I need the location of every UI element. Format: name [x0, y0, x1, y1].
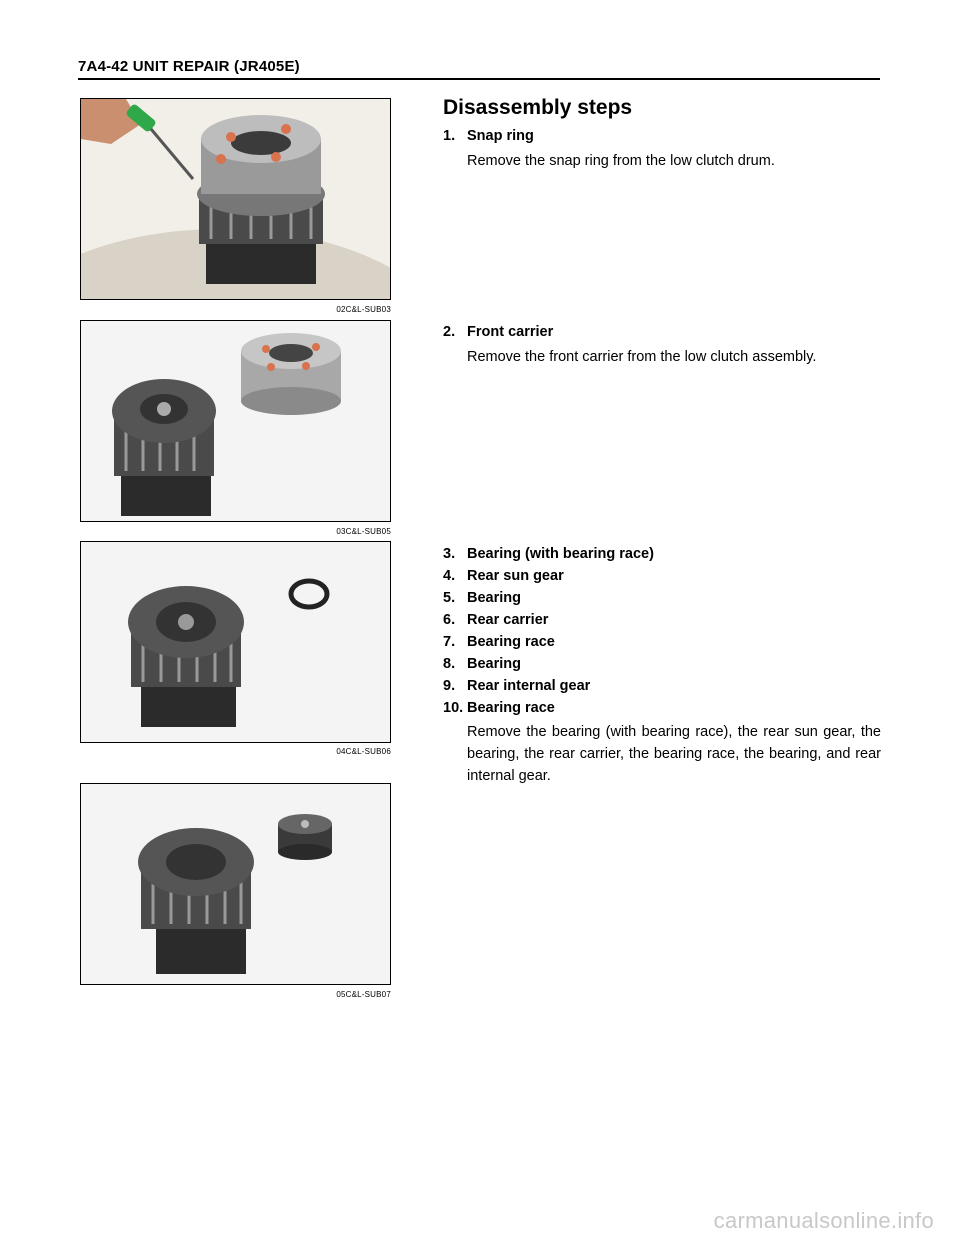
step-number: 7.: [443, 634, 456, 650]
step-item: [443, 656, 521, 672]
step-number: 1.: [443, 128, 456, 144]
step-number: 3.: [443, 546, 456, 562]
step-label: Bearing (with bearing race): [467, 546, 654, 562]
section-title: Disassembly steps: [443, 96, 633, 119]
step-item: [443, 568, 564, 584]
step-item: [443, 678, 590, 694]
step-label: Bearing race: [467, 634, 555, 650]
step-description: Remove the front carrier from the low clutch assembly.: [467, 349, 817, 365]
photo-rear-internal-gear-removal: [80, 783, 391, 985]
photo-bearing-removal: [80, 541, 391, 743]
figure-caption: 05C&L-SUB07: [336, 990, 391, 999]
step-label: Bearing: [467, 590, 521, 606]
step-label: Rear sun gear: [467, 568, 564, 584]
step-label: Bearing: [467, 656, 521, 672]
step-item: [443, 700, 555, 716]
step-number: 4.: [443, 568, 456, 584]
step-label: Front carrier: [467, 324, 554, 340]
watermark: carmanualsonline.info: [713, 1208, 934, 1233]
step-item: [443, 634, 555, 650]
page-header: [78, 58, 880, 80]
step-description: Remove the bearing (with bearing race), the rear sun gear, the bearing, the rear carrier, the bearing race, the bearing, and rear internal gear.: [467, 724, 881, 784]
step-number: 8.: [443, 656, 456, 672]
step-item: [443, 128, 534, 144]
step-label: Rear carrier: [467, 612, 549, 628]
photo-front-carrier-removal: [80, 320, 391, 522]
photo-snap-ring-removal: [80, 98, 391, 300]
figure-caption: 03C&L-SUB05: [336, 527, 391, 536]
figure-caption: 04C&L-SUB06: [336, 747, 391, 756]
step-number: 10.: [443, 700, 464, 716]
step-description: Remove the snap ring from the low clutch drum.: [467, 153, 775, 169]
step-label: Rear internal gear: [467, 678, 591, 694]
step-item: [443, 324, 553, 340]
step-number: 2.: [443, 324, 456, 340]
step-item: [443, 612, 548, 628]
step-item: [443, 590, 521, 606]
figure-caption: 02C&L-SUB03: [336, 305, 391, 314]
step-label: Bearing race: [467, 700, 555, 716]
page-header-title: 7A4-42 UNIT REPAIR (JR405E): [78, 58, 300, 75]
step-label: Snap ring: [467, 128, 534, 144]
step-number: 6.: [443, 612, 456, 628]
step-item: [443, 546, 654, 562]
step-number: 9.: [443, 678, 456, 694]
step-number: 5.: [443, 590, 456, 606]
